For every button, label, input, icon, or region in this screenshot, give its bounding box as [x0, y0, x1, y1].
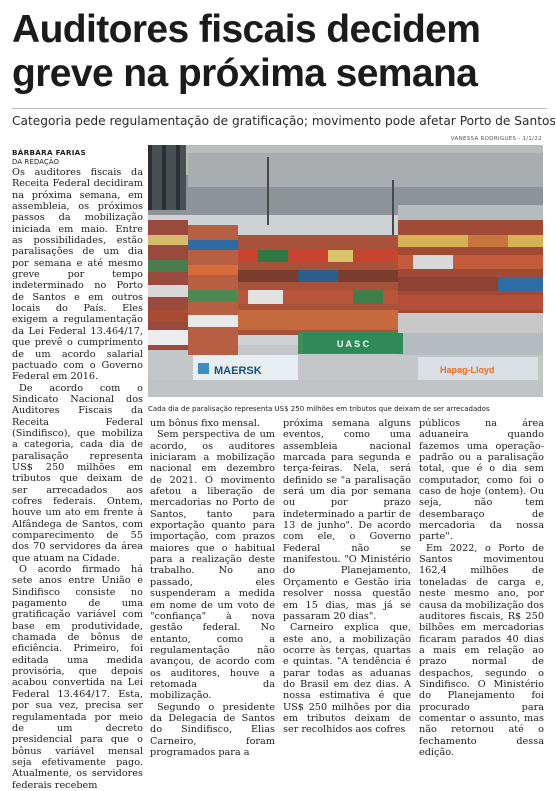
paragraph: Segundo o presidente da Delegacia de Santos do Sindifisco, Elias Carneiro, foram programados para a — [150, 701, 275, 758]
photo-credit: VANESSA RODRIGUES · 1/1/22 — [450, 136, 542, 142]
subheadline: Categoria pede regulamentação de gratificação; movimento pode afetar Porto de Santos — [12, 114, 556, 128]
headline-line-1: Auditores fiscais decidem — [12, 8, 481, 51]
paragraph: Carneiro explica que, este ano, a mobilização ocorre às terças, quartas e quintas. "A tendência é parar todas as aduanas do Brasil em dez dias. A nossa estimativa é que US$ 250 milhões por dia em tributos deixam de ser recolhidos aos cofres — [283, 622, 411, 736]
hapag-lloyd-container-label: Hapag-Lloyd — [440, 365, 495, 375]
byline: BÁRBARA FARIAS — [12, 148, 87, 157]
maersk-container-label: MAERSK — [214, 365, 262, 377]
paragraph: públicos na área aduaneira quando fazemos uma operação-padrão ou a paralisação total, que é o dia sem computador, como foi o caso de hoje (ontem). Ou seja, não tem desembaraço de mercadoria da nossa parte". — [419, 418, 544, 543]
headline — [12, 8, 542, 96]
paragraph: Em 2022, o Porto de Santos movimentou 162,4 milhões de toneladas de carga e, neste mesmo ano, por causa da mobilização dos auditores fiscais, R$ 250 bilhões em mercadorias ficaram parados 40 dias a mais em relação ao prazo normal de despachos, segundo o Sindifisco. O Ministério do Planejamento foi procurado para comentar o assunto, mas não retornou até o fechamento dessa edição. — [419, 542, 544, 758]
column-4 — [419, 418, 544, 758]
paragraph: De acordo com o Sindicato Nacional dos Auditores Fiscais da Receita Federal (Sindifisco), que mobiliza a categoria, cada dia de paralisação representa US$ 250 milhões em tributos que deixam de ser arrecadados aos cofres federais. Ontem, houve um ato em frente à Alfândega de Santos, com comparecimento de 55 dos 70 servidores da área que atuam na Cidade. — [12, 382, 143, 564]
container-stack-left — [148, 220, 238, 355]
divider-rule — [12, 108, 547, 109]
paragraph: O acordo firmado há sete anos entre União e Sindifisco consiste no pagamento de uma gratificação variável com base em produtividade, chamada de bônus de eficiência. Primeiro, foi editada uma medida provisória, que depois acabou convertida na Lei Federal 13.464/17. Esta, por sua vez, precisa ser regulamentada por meio de um decreto presidencial para que o bônus variável mensal seja efetivamente pago. Atualmente, os servidores federais recebem — [12, 564, 143, 791]
dateline: DA REDAÇÃO — [12, 158, 60, 166]
port-containers-photo — [148, 145, 543, 397]
paragraph: um bônus fixo mensal. — [150, 418, 260, 429]
paragraph: Sem perspectiva de um acordo, os auditores iniciaram a mobilização nacional em dezembro de 2021. O movimento afetou a liberação de mercadorias no Porto de Santos, tanto para exportação quanto para importação, com prazos maiores que o habitual para a realização deste trabalho. No ano passado, eles suspenderam a medida em nome de um voto de "confiança" à nova gestão federal. No entanto, como a regulamentação não avançou, de acordo com os auditores, houve a retomada da mobilização. — [150, 429, 275, 702]
headline-line-2: greve na próxima semana — [12, 52, 478, 95]
container-stack-right — [398, 220, 543, 333]
paragraph: próxima semana alguns eventos, como uma assembleia nacional marcada para segunda e terça-feiras. Nela, será definido se "a paralisação será um dia por semana ou por prazo indeterminado a partir de 13 de junho". De acordo com ele, o Governo Federal não se manifestou. "O Ministério do Planejamento, Orçamento e Gestão iria resolver nossa questão em 15 dias, mas já se passaram 20 dias". — [283, 418, 411, 622]
paragraph: Os auditores fiscais da Receita Federal decidiram na próxima semana, em assembleia, os próximos passos da mobilização iniciada em maio. Entre as possibilidades, estão paralisações de um dia por semana e até mesmo greve por tempo indeterminado no Porto de Santos e em outros locais do País. Eles exigem a regulamentação da Lei Federal 13.464/17, que prevê o cumprimento de um acordo salarial pactuado com o Governo Federal em 2016. — [12, 167, 143, 383]
column-1 — [12, 167, 143, 791]
photo-caption: Cada dia de paralisação representa US$ 250 milhões em tributos que deixam de ser arrecadados — [148, 405, 490, 413]
column-3 — [283, 418, 411, 736]
uasc-container-label: U A S C — [336, 339, 370, 349]
column-2 — [150, 418, 275, 758]
